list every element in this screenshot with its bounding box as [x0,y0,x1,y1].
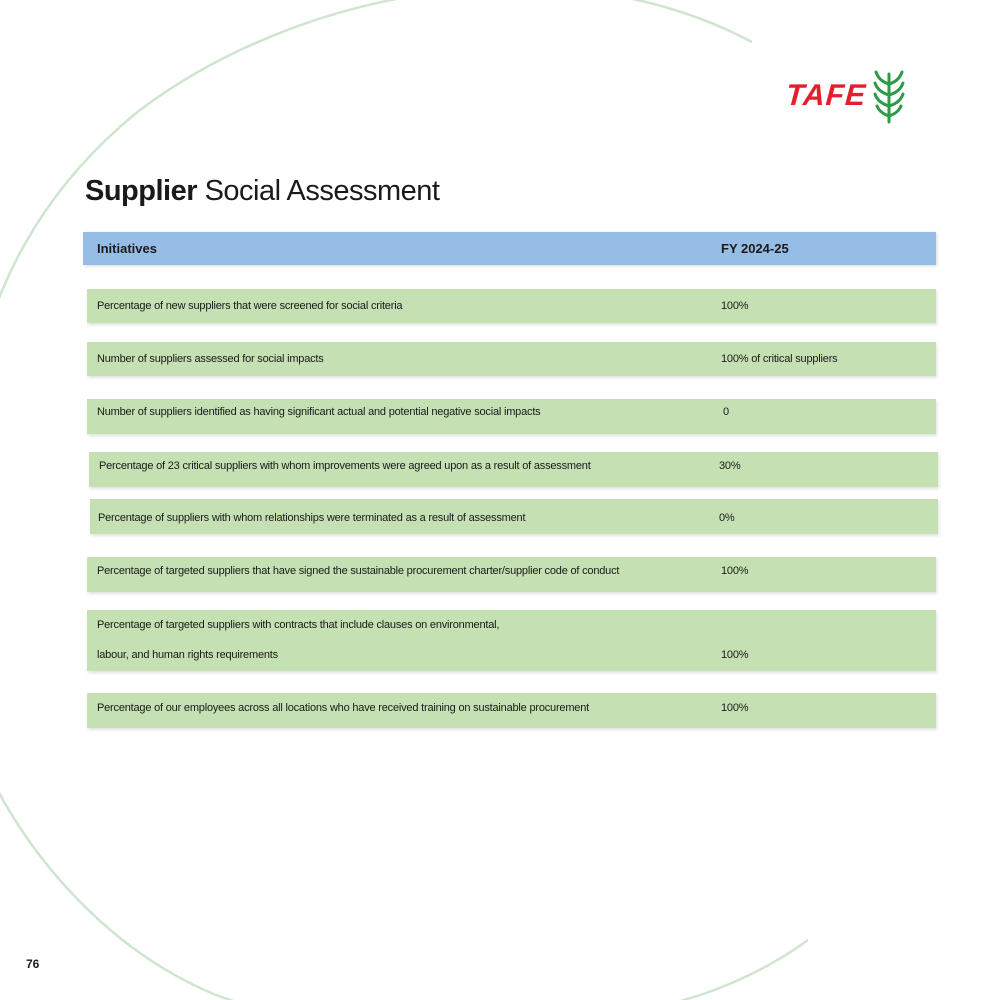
logo-text: TAFE [784,79,868,112]
row-initiative: Percentage of 23 critical suppliers with whom improvements were agreed upon as a result of assessment [99,460,591,472]
table-row [87,399,936,434]
row-value: 100% of critical suppliers [721,353,838,365]
table-row [89,452,938,487]
row-initiative: Number of suppliers identified as having significant actual and potential negative social impacts [97,406,541,418]
row-value: 100% [721,702,749,714]
table-row [90,499,938,534]
table-row [87,693,936,728]
table-row [87,342,936,376]
row-initiative: Percentage of suppliers with whom relationships were terminated as a result of assessment [98,512,526,524]
header-initiatives: Initiatives [97,241,157,256]
row-initiative: Percentage of new suppliers that were screened for social criteria [97,300,403,312]
table-row [87,610,936,671]
page-title-rest: Social Assessment [197,175,440,207]
row-value: 30% [719,460,741,472]
row-value: 100% [721,565,749,577]
row-value: 100% [721,649,749,661]
row-initiative: Percentage of our employees across all locations who have received training on sustainable procurement [97,702,590,714]
row-initiative: Number of suppliers assessed for social impacts [97,353,324,365]
company-logo [786,68,906,124]
table-header [83,232,936,265]
page-title [85,175,439,208]
wheat-leaf-icon [872,68,906,124]
header-fy: FY 2024-25 [721,241,789,256]
table-row [87,557,936,592]
row-initiative: Percentage of targeted suppliers that have signed the sustainable procurement charter/supplier code of conduct [97,565,620,577]
table-row [87,289,936,323]
row-initiative-line2: labour, and human rights requirements [97,649,278,661]
row-initiative-line1: Percentage of targeted suppliers with contracts that include clauses on environmental, [97,619,500,631]
page-title-bold: Supplier [85,175,198,207]
row-value: 0 [723,406,729,418]
page-number: 76 [26,957,40,971]
row-value: 0% [719,512,735,524]
row-value: 100% [721,300,749,312]
